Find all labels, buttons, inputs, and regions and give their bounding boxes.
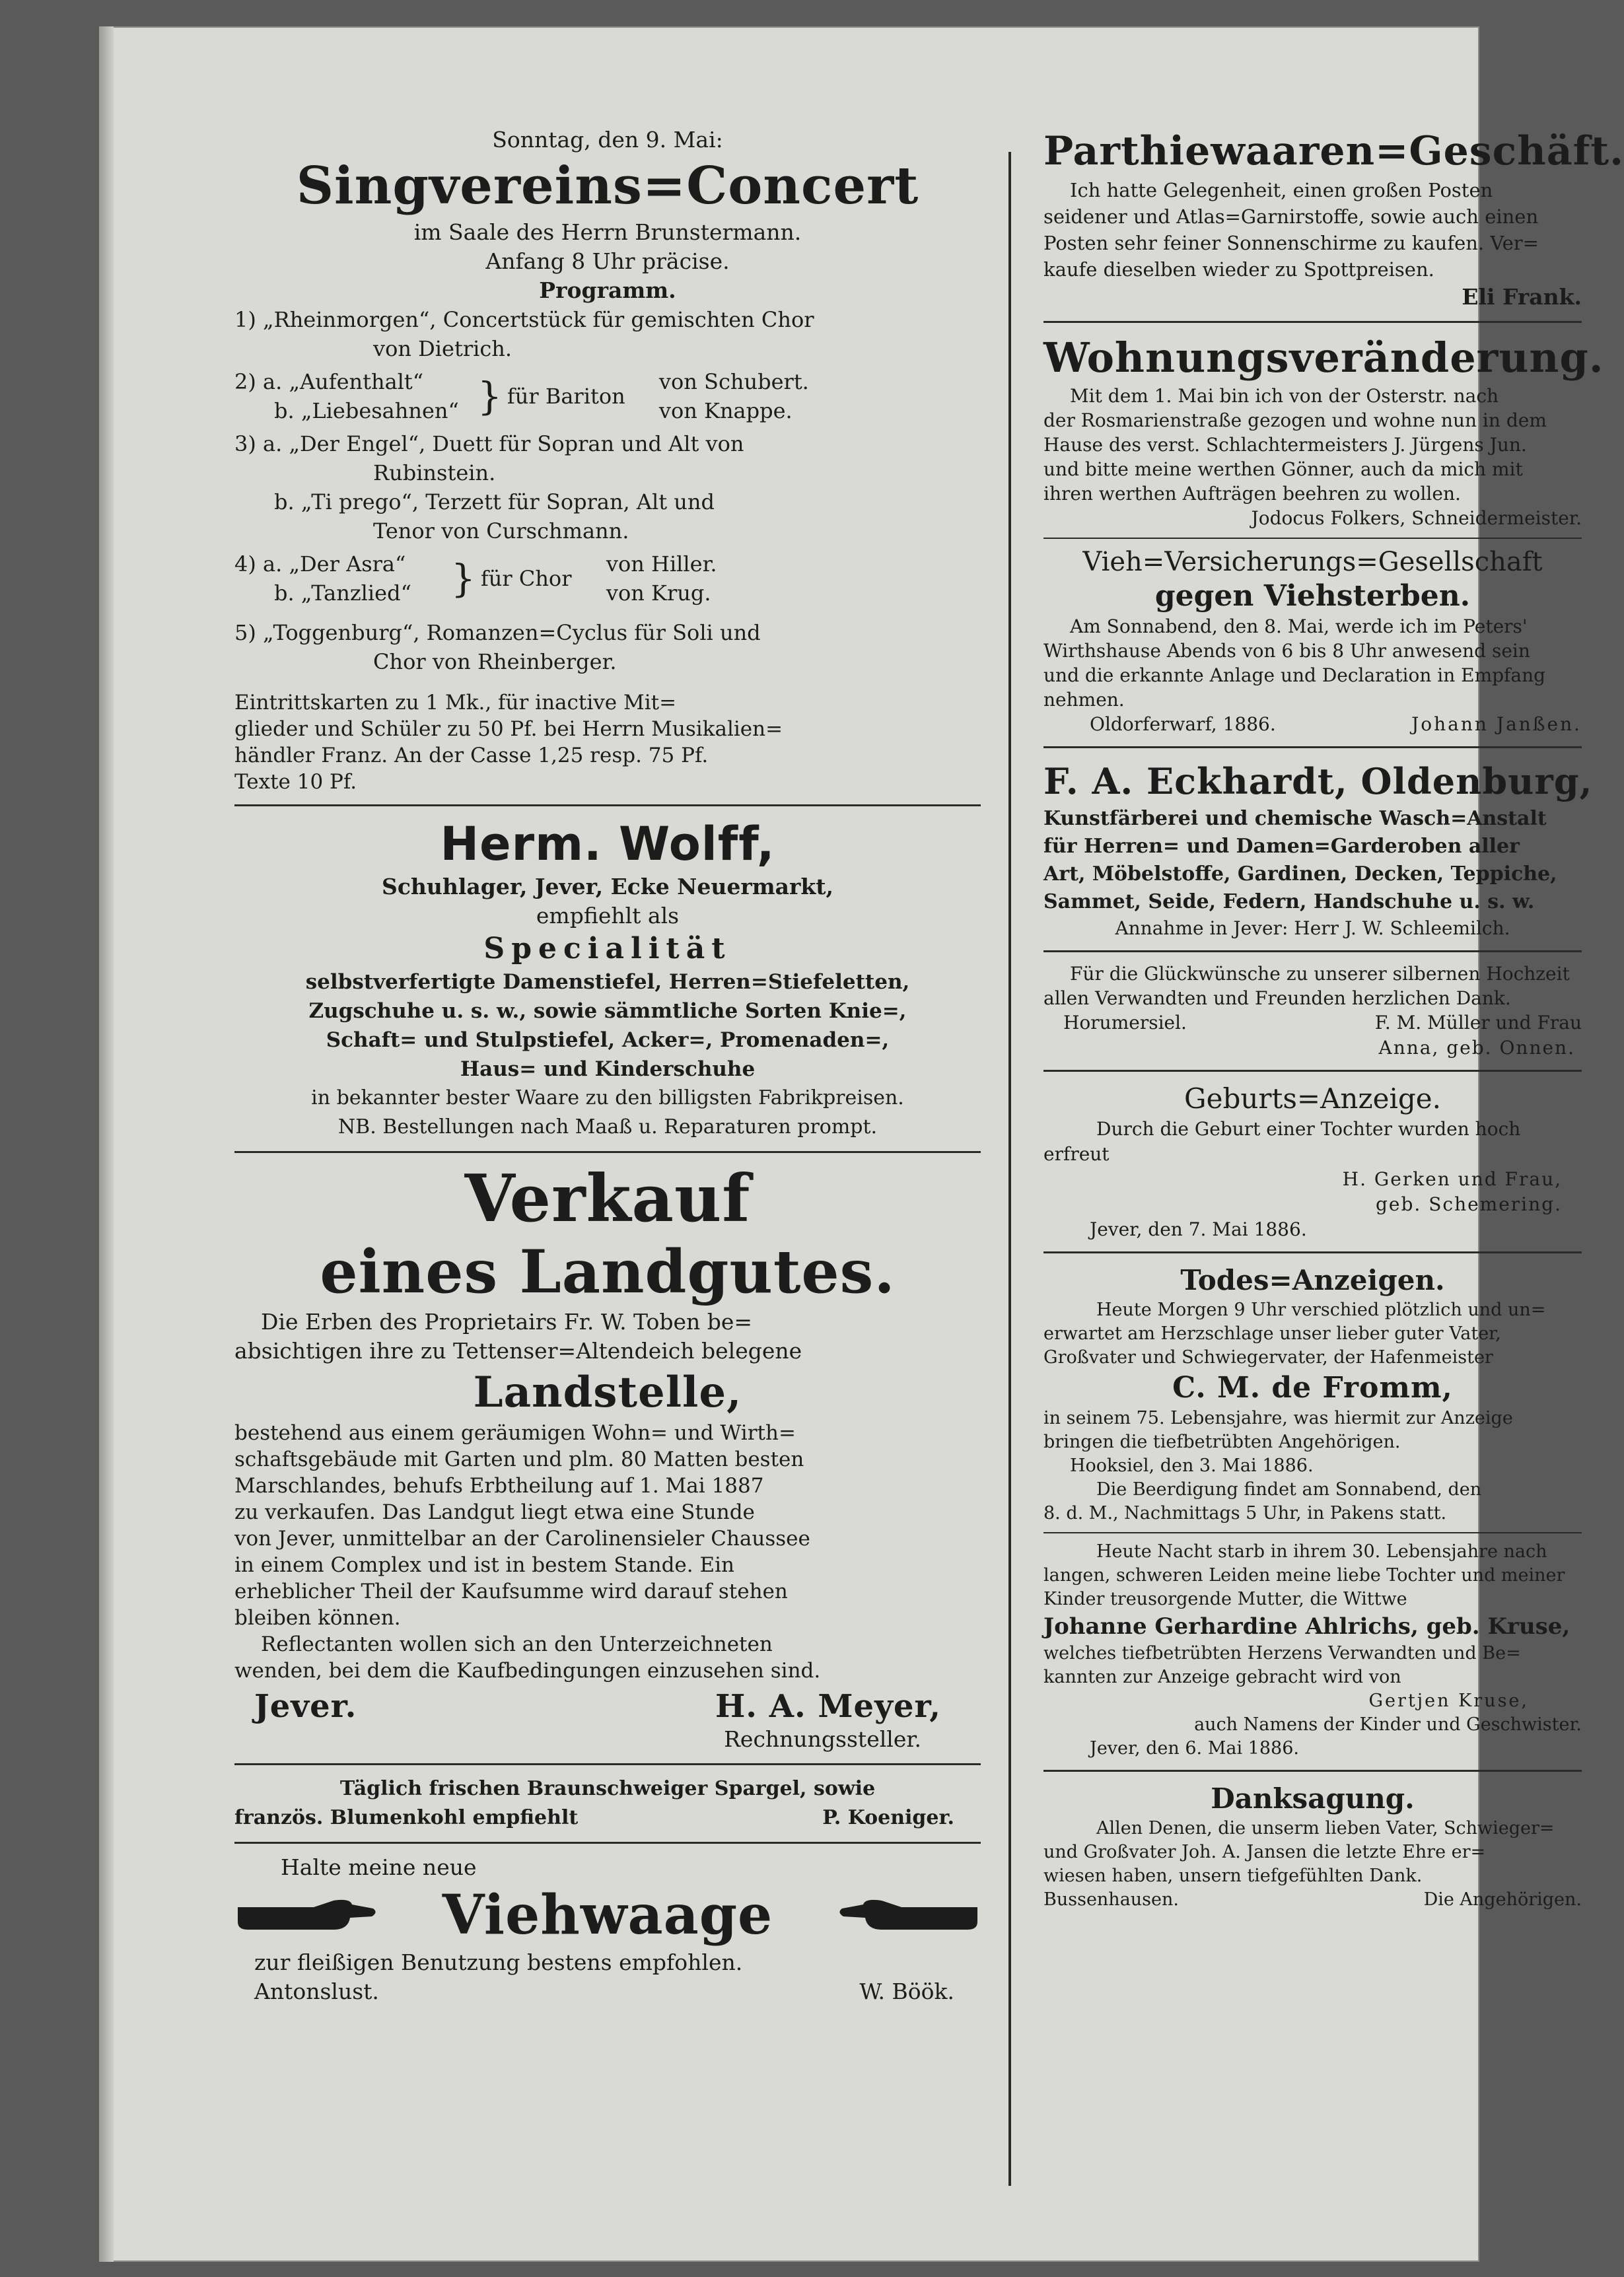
viehwaage-line-2: zur fleißigen Benutzung bestens empfohlen. [254, 1949, 743, 1975]
concert-ad [234, 125, 981, 795]
program-item-4b: b. „Tanzlied“ [274, 580, 411, 606]
wolff-line-4: Zugschuhe u. s. w., sowie sämmtliche Sorten Knie=, [308, 999, 907, 1023]
left-column [234, 125, 981, 2006]
viehwaage-ad [234, 1853, 981, 2006]
vieh-place: Oldorferwarf, 1886. [1090, 713, 1276, 735]
dank2-body [1043, 1817, 1582, 1888]
program-item-2-voice: für Bariton [507, 384, 625, 409]
program-item-3a: 3) a. „Der Engel“, Duett für Sopran und Alt von [234, 431, 744, 456]
program-list [234, 305, 981, 676]
todes-body-1 [1043, 1298, 1582, 1370]
section-rule [234, 1763, 981, 1765]
wohnung-line-1: Mit dem 1. Mai bin ich von der Osterstr. nach [1070, 385, 1499, 407]
page-binding [99, 26, 114, 2262]
parthie-line-2: seidener und Atlas=Garnirstoffe, sowie auch einen [1043, 205, 1539, 228]
program-item-4-voice: für Chor [480, 566, 572, 591]
wolff-line-7: in bekannter bester Waare zu den billigsten Fabrikpreisen. [311, 1086, 904, 1109]
section-rule [234, 1151, 981, 1153]
verkauf-body-3: Marschlandes, behufs Erbtheilung auf 1. Mai 1887 [234, 1474, 764, 1498]
vieh-signature: Johann Janßen. [1411, 713, 1582, 735]
vieh-title-2: gegen Viehsterben. [1154, 579, 1471, 613]
verkauf-body-8: bleiben können. [234, 1606, 401, 1630]
wohnung-signature: Jodocus Folkers, Schneidermeister. [1251, 507, 1582, 529]
program-item-5: 5) „Toggenburg“, Romanzen=Cyclus für Soli und [234, 620, 761, 645]
wolff-line-5: Schaft= und Stulpstiefel, Acker=, Promenaden=, [326, 1028, 890, 1052]
verkauf-body-10: wenden, bei dem die Kaufbedingungen einzusehen sind. [234, 1659, 821, 1683]
dank1-line-1: Für die Glückwünsche zu unserer silbernen Hochzeit [1070, 963, 1570, 985]
verkauf-body-4: zu verkaufen. Das Landgut liegt etwa eine Stunde [234, 1500, 755, 1524]
landstelle-title: Landstelle, [473, 1368, 742, 1417]
todes-m-line-2: langen, schweren Leiden meine liebe Tochter und meiner [1043, 1565, 1565, 1586]
geburt-line-2: erfreut [1043, 1143, 1110, 1165]
verkauf-body [234, 1420, 981, 1684]
wohnung-line-4: und bitte meine werthen Gönner, auch da mich mit [1043, 458, 1523, 480]
program-item-2a: 2) a. „Aufenthalt“ [234, 369, 424, 394]
vieh-line-2: Wirthshause Abends von 6 bis 8 Uhr anwesend sein [1043, 640, 1530, 662]
dank1-place: Horumersiel. [1063, 1012, 1187, 1033]
ticket-line-3: händler Franz. An der Casse 1,25 resp. 75 Pf. [234, 744, 709, 767]
todes-title: Todes=Anzeigen. [1180, 1264, 1445, 1296]
todes-line-4: in seinem 75. Lebensjahre, was hiermit zur Anzeige [1043, 1408, 1513, 1428]
program-item-3b-composer: Tenor von Curschmann. [373, 518, 629, 543]
todes-body-3 [1043, 1540, 1582, 1611]
dank1-ad [1043, 962, 1582, 1061]
eckhardt-body [1043, 805, 1582, 916]
viehwaage-place: Antonslust. [254, 1979, 379, 2004]
program-item-2a-composer: von Schubert. [658, 369, 809, 394]
todes-m-line-1: Heute Nacht starb in ihrem 30. Lebensjahre nach [1096, 1541, 1547, 1562]
ticket-line-2: glieder und Schüler zu 50 Pf. bei Herrn Musikalien= [234, 717, 783, 741]
todes-line-1: Heute Morgen 9 Uhr verschied plötzlich und un= [1096, 1300, 1546, 1320]
concert-title: Singvereins=Concert [296, 156, 919, 216]
wohnung-body [1043, 384, 1582, 506]
todes-line-2: erwartet am Herzschlage unser lieber guter Vater, [1043, 1323, 1501, 1344]
todes-signature-1: Gertjen Kruse, [1368, 1691, 1529, 1711]
right-column [1043, 125, 1624, 1912]
concert-date: Sonntag, den 9. Mai: [492, 127, 723, 153]
program-item-3b: b. „Ti prego“, Terzett für Sopran, Alt und [274, 489, 715, 514]
dank2-ad [1043, 1781, 1582, 1912]
section-rule [1043, 746, 1582, 748]
todes-date: Jever, den 6. Mai 1886. [1090, 1738, 1299, 1759]
brace-glyph: } [451, 556, 476, 601]
wohnung-line-2: der Rosmarienstraße gezogen und wohne nun in dem [1043, 409, 1547, 431]
section-rule [1043, 1251, 1582, 1253]
dank2-title: Danksagung. [1211, 1782, 1415, 1815]
vieh-signature-row [1043, 712, 1582, 737]
verkauf-subtitle: eines Landgutes. [320, 1237, 896, 1307]
wolff-recommends: empfiehlt als [536, 903, 680, 928]
viehwaage-intro: Halte meine neue [281, 1854, 477, 1880]
section-rule [1043, 538, 1582, 539]
todes-line-8: 8. d. M., Nachmittags 5 Uhr, in Pakens statt. [1043, 1503, 1447, 1524]
verkauf-role: Rechnungssteller. [724, 1726, 921, 1752]
dank1-signature-2: Anna, geb. Onnen. [1378, 1037, 1575, 1059]
parthie-line-4: kaufe dieselben wieder zu Spottpreisen. [1043, 258, 1434, 281]
todes-body-2 [1043, 1407, 1582, 1525]
wohnung-line-3: Hause des verst. Schlachtermeisters J. Jürgens Jun. [1043, 434, 1527, 456]
dank2-place: Bussenhausen. [1043, 1889, 1179, 1910]
todes-line-3: Großvater und Schwiegervater, der Hafenmeister [1043, 1347, 1493, 1368]
verkauf-signature-row [234, 1688, 981, 1725]
eckhardt-line-5: Annahme in Jever: Herr J. W. Schleemilch. [1115, 917, 1510, 939]
vieh-line-3: und die erkannte Anlage und Declaration in Empfang [1043, 664, 1546, 686]
parthie-line-3: Posten sehr feiner Sonnenschirme zu kaufen. Ver= [1043, 232, 1539, 254]
pointing-hand-left-icon [835, 1895, 981, 1935]
verkauf-body-5: von Jever, unmittelbar an der Carolinensieler Chaussee [234, 1527, 810, 1551]
parthie-body [1043, 177, 1582, 283]
dank2-signature: Die Angehörigen. [1423, 1889, 1582, 1910]
wolff-speciality: Specialität [483, 932, 732, 965]
spargel-signature: P. Koeniger. [822, 1806, 954, 1829]
dank1-body [1043, 962, 1582, 1010]
spargel-line-2 [234, 1804, 981, 1833]
verkauf-body-6: in einem Complex und ist in bestem Stande. Ein [234, 1553, 734, 1577]
concert-start: Anfang 8 Uhr präcise. [485, 248, 730, 274]
spargel-line-1: Täglich frischen Braunschweiger Spargel, sowie [339, 1777, 876, 1800]
program-item-4a: 4) a. „Der Asra“ [234, 551, 406, 577]
program-item-1-composer: von Dietrich. [373, 336, 512, 361]
ticket-info [234, 689, 981, 795]
verkauf-body-9: Reflectanten wollen sich an den Unterzeichneten [261, 1632, 773, 1656]
todes-m-line-4: welches tiefbetrübten Herzens Verwandten und Be= [1043, 1643, 1521, 1664]
program-item-4b-composer: von Krug. [606, 580, 711, 606]
geburt-signature-2: geb. Schemering. [1375, 1193, 1562, 1215]
spargel-ad [234, 1774, 981, 1833]
eckhardt-line-1: Kunstfärberei und chemische Wasch=Anstalt [1043, 807, 1547, 830]
spargel-text: französ. Blumenkohl empfiehlt [234, 1806, 579, 1829]
dank1-signature-1: F. M. Müller und Frau [1374, 1012, 1582, 1033]
wolff-name: Herm. Wolff, [440, 817, 775, 871]
geburt-signature-1: H. Gerken und Frau, [1342, 1168, 1562, 1190]
verkauf-intro-1: Die Erben des Proprietairs Fr. W. Toben be= [261, 1309, 753, 1335]
parthie-title: Parthiewaaren=Geschäft. [1043, 128, 1624, 174]
wohnung-title: Wohnungsveränderung. [1043, 333, 1604, 382]
dank2-line-2: und Großvater Joh. A. Jansen die letzte Ehre er= [1043, 1842, 1486, 1862]
program-item-5-composer: Chor von Rheinberger. [373, 649, 617, 674]
wolff-line-3: selbstverfertigte Damenstiefel, Herren=Stiefeletten, [305, 970, 910, 994]
eckhardt-title: F. A. Eckhardt, Oldenburg, [1043, 760, 1593, 802]
verkauf-body-2: schaftsgebäude mit Garten und plm. 80 Matten besten [234, 1448, 804, 1471]
todes-m-line-5: kannten zur Anzeige gebracht wird von [1043, 1667, 1401, 1687]
wolff-ad [234, 816, 981, 1142]
todes-m-line-3: Kinder treusorgende Mutter, die Wittwe [1043, 1589, 1407, 1609]
todes-line-5: bringen die tiefbetrübten Angehörigen. [1043, 1432, 1401, 1452]
program-item-2 [234, 367, 981, 425]
eckhardt-line-4: Sammet, Seide, Federn, Handschuhe u. s. w. [1043, 890, 1535, 913]
vieh-line-1: Am Sonnabend, den 8. Mai, werde ich im Peters' [1070, 615, 1528, 637]
section-rule [234, 1842, 981, 1844]
parthie-signature: Eli Frank. [1462, 284, 1582, 310]
verkauf-signature: H. A. Meyer, [715, 1688, 941, 1725]
programm-heading: Programm. [539, 277, 676, 303]
eckhardt-ad [1043, 757, 1593, 941]
todes-line-6: Hooksiel, den 3. Mai 1886. [1070, 1455, 1314, 1476]
ticket-line-1: Eintrittskarten zu 1 Mk., für inactive Mit= [234, 691, 677, 715]
dank2-line-3: wiesen haben, unsern tiefgefühlten Dank. [1043, 1866, 1423, 1886]
geburt-body [1043, 1117, 1582, 1242]
verkauf-intro-2: absichtigen ihre zu Tettenser=Altendeich belegene [234, 1338, 802, 1364]
section-rule [1043, 950, 1582, 952]
geburt-line-1: Durch die Geburt einer Tochter wurden hoch [1096, 1118, 1521, 1140]
wohnung-line-5: ihren werthen Aufträgen beehren zu wollen. [1043, 483, 1461, 505]
viehwaage-title-row [234, 1882, 981, 1948]
wolff-line-8: NB. Bestellungen nach Maaß u. Reparaturen prompt. [337, 1115, 878, 1138]
program-item-1: 1) „Rheinmorgen“, Concertstück für gemischten Chor [234, 307, 814, 332]
program-item-2b: b. „Liebesahnen“ [274, 398, 459, 423]
concert-venue: im Saale des Herrn Brunstermann. [413, 219, 802, 245]
geburt-title: Geburts=Anzeige. [1184, 1082, 1441, 1115]
program-item-2b-composer: von Knappe. [658, 398, 793, 423]
deceased-name-1: C. M. de Fromm, [1172, 1371, 1453, 1405]
section-rule [1043, 321, 1582, 323]
todes-signature-2: auch Namens der Kinder und Geschwister. [1194, 1714, 1582, 1735]
column-divider [1008, 152, 1011, 2186]
program-item-4 [234, 549, 981, 608]
program-item-4a-composer: von Hiller. [606, 551, 717, 577]
vieh-line-4: nehmen. [1043, 689, 1125, 711]
verkauf-ad [234, 1162, 981, 1754]
verkauf-body-7: erheblicher Theil der Kaufsumme wird darauf stehen [234, 1580, 788, 1603]
todes-body-4 [1043, 1642, 1582, 1761]
vieh-title-1: Vieh=Versicherungs=Gesellschaft [1082, 547, 1543, 577]
todes-line-7: Die Beerdigung findet am Sonnabend, den [1096, 1479, 1482, 1500]
program-item-3a-composer: Rubinstein. [373, 460, 496, 485]
verkauf-body-1: bestehend aus einem geräumigen Wohn= und Wirth= [234, 1421, 796, 1445]
parthie-line-1: Ich hatte Gelegenheit, einen großen Posten [1070, 179, 1493, 201]
wolff-address: Schuhlager, Jever, Ecke Neuermarkt, [381, 874, 833, 899]
vieh-body [1043, 614, 1582, 712]
parthie-ad [1043, 125, 1624, 312]
geburt-ad [1043, 1081, 1582, 1242]
eckhardt-line-3: Art, Möbelstoffe, Gardinen, Decken, Teppiche, [1043, 862, 1557, 886]
section-rule [1043, 1532, 1582, 1533]
deceased-name-2: Johanne Gerhardine Ahlrichs, geb. Kruse, [1043, 1613, 1571, 1640]
wolff-line-6: Haus= und Kinderschuhe [460, 1057, 756, 1081]
viehwaage-signature: W. Böök. [859, 1979, 954, 2004]
eckhardt-line-2: für Herren= und Damen=Garderoben aller [1043, 835, 1520, 858]
dank1-line-2: allen Verwandten und Freunden herzlichen Dank. [1043, 987, 1511, 1009]
pointing-hand-right-icon [234, 1895, 380, 1935]
todes-ad [1043, 1263, 1582, 1761]
geburt-date: Jever, den 7. Mai 1886. [1090, 1218, 1307, 1240]
section-rule [234, 804, 981, 806]
brace-glyph: } [477, 374, 502, 419]
dank2-line-1: Allen Denen, die unserm lieben Vater, Schwieger= [1096, 1818, 1555, 1839]
newspaper-page [99, 26, 1624, 2262]
viehwaage-title: Viehwaage [442, 1883, 773, 1947]
dank1-signature-row [1043, 1010, 1582, 1035]
dank2-signature-row [1043, 1888, 1582, 1912]
vieh-ad [1043, 545, 1582, 737]
section-rule [1043, 1070, 1582, 1072]
verkauf-title: Verkauf [464, 1161, 751, 1237]
viehwaage-signature-row [234, 1977, 981, 2006]
wohnung-ad [1043, 332, 1604, 531]
verkauf-place: Jever. [254, 1688, 357, 1725]
ticket-line-4: Texte 10 Pf. [234, 770, 357, 794]
section-rule [1043, 1770, 1582, 1772]
